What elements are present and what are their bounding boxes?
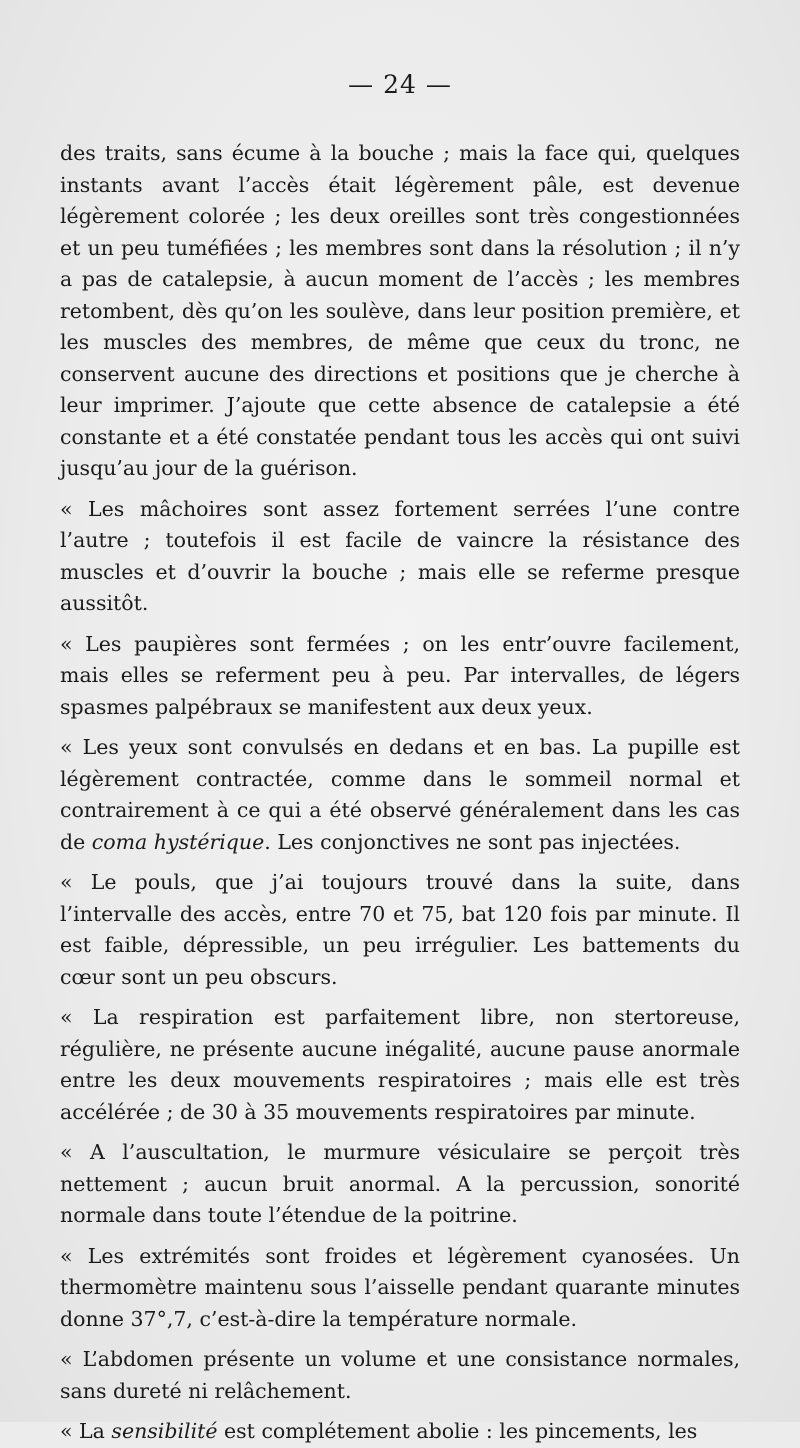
text-run: « La respiration est parfaitement libre, non stertoreuse, régulière, ne présente aucune inégalité, aucune pause anormale entre les deux mouvements respiratoires ; mais elle est très accélérée ; de 30 à 35 mouvements respiratoires par minute. — [60, 1005, 740, 1124]
text-run: « Les yeux sont convulsés en dedans et en bas. La pupille est légèrement contractée, comme dans le sommeil normal et contrairement à ce qui a été observé généralement dans les cas de — [60, 735, 740, 854]
text-run: . Les conjonctives ne sont pas injectées. — [264, 829, 681, 854]
body-text — [60, 138, 740, 1448]
paragraph — [60, 732, 740, 858]
italic-text: coma hystérique — [91, 829, 265, 854]
paragraph — [60, 1137, 740, 1232]
text-run: « L’abdomen présente un volume et une consistance normales, sans dureté ni relâchement. — [60, 1347, 740, 1403]
italic-text: sensibilité — [111, 1419, 218, 1443]
text-run: « Les paupières sont fermées ; on les entr’ouvre facilement, mais elles se referment peu à peu. Par intervalles, de légers spasmes palpébraux se manifestent aux deux yeux. — [60, 631, 740, 719]
text-run: est complétement abolie : les pincements, les — [217, 1419, 698, 1443]
paragraph — [60, 1002, 740, 1128]
text-run: « Les mâchoires sont assez fortement serrées l’une contre l’autre ; toutefois il est facile de vaincre la résistance des muscles et d’ouvrir la bouche ; mais elle se referme presque aussitôt. — [60, 496, 740, 615]
text-run: « Le pouls, que j’ai toujours trouvé dans la suite, dans l’intervalle des accès, entre 70 et 75, bat 120 fois par minute. Il est faible, dépressible, un peu irrégulier. Les battements du cœur sont un peu obscurs. — [60, 870, 740, 989]
paragraph — [60, 1416, 740, 1448]
paragraph — [60, 494, 740, 620]
text-run: « La — [60, 1419, 112, 1443]
paragraph — [60, 1344, 740, 1407]
text-run: « A l’auscultation, le murmure vésiculaire se perçoit très nettement ; aucun bruit anormal. A la percussion, sonorité normale dans toute l’étendue de la poitrine. — [60, 1140, 740, 1227]
text-run: « Les extrémités sont froides et légèrement cyanosées. Un thermomètre maintenu sous l’aisselle pendant quarante minutes donne 37°,7, c’est-à-dire la température normale. — [60, 1243, 740, 1331]
paragraph — [60, 867, 740, 993]
paragraph — [60, 1241, 740, 1336]
paragraph — [60, 138, 740, 485]
text-run: des traits, sans écume à la bouche ; mais la face qui, quelques instants avant l’accès était légèrement pâle, est devenue légèrement colorée ; les deux oreilles sont très congestionnées et un peu tuméfiées ; les membres sont dans la résolution ; il n’y a pas de catalepsie, à aucun moment de l’accès ; les membres retombent, dès qu’on les soulève, dans leur position première, et les muscles des membres, de même que ceux du tronc, ne conservent aucune des directions et positions que je cherche à leur imprimer. J’ajoute que cette absence de catalepsie a été constante et a été constatée pendant tous les accès qui ont suivi jusqu’au jour de la guérison. — [60, 141, 740, 480]
page-number: — 24 — — [348, 70, 452, 99]
paragraph — [60, 629, 740, 724]
